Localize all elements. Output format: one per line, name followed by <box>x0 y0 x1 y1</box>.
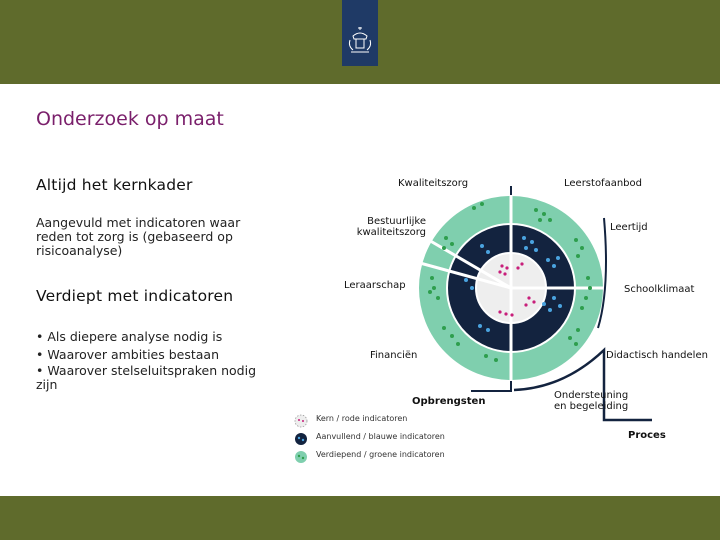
pink-dots-icon <box>294 414 308 428</box>
label-opbrengsten: Opbrengsten <box>412 396 486 407</box>
inspection-framework-diagram <box>286 168 716 468</box>
legend-text: Kern / rode indicatoren <box>316 414 408 423</box>
label-leraarschap: Leraarschap <box>344 280 406 291</box>
footer-bar <box>0 496 720 540</box>
bullet-item: • Waarover ambities bestaan <box>36 347 220 362</box>
blue-dots-icon <box>294 432 308 446</box>
heading-kernkader: Altijd het kernkader <box>36 176 193 194</box>
bullet-item: • Waarover stelseluitspraken nodig zijn <box>36 363 257 392</box>
page-title: Onderzoek op maat <box>36 108 224 130</box>
bullet-item: • Als diepere analyse nodig is <box>36 329 223 344</box>
label-proces: Proces <box>628 430 666 441</box>
label-leertijd: Leertijd <box>610 222 648 233</box>
legend-text: Aanvullend / blauwe indicatoren <box>316 432 445 441</box>
label-bestuurlijke-kwaliteitszorg: Bestuurlijke kwaliteitszorg <box>356 216 426 238</box>
label-schoolklimaat: Schoolklimaat <box>624 284 695 295</box>
green-dots-icon <box>294 450 308 464</box>
label-kwaliteitszorg: Kwaliteitszorg <box>398 178 469 189</box>
kernkader-text: Aangevuld met indicatoren waar reden tot zorg is (gebaseerd op risicoanalyse) <box>36 215 241 258</box>
label-leerstofaanbod: Leerstofaanbod <box>564 178 642 189</box>
label-financien: Financiën <box>370 350 418 361</box>
coat-of-arms-icon <box>342 0 378 66</box>
bullet-list <box>36 328 266 392</box>
label-didactisch-handelen: Didactisch handelen <box>606 350 708 361</box>
label-ondersteuning: Ondersteuning en begeleiding <box>554 390 629 412</box>
legend-text: Verdiepend / groene indicatoren <box>316 450 445 459</box>
heading-verdiept: Verdiept met indicatoren <box>36 287 234 305</box>
